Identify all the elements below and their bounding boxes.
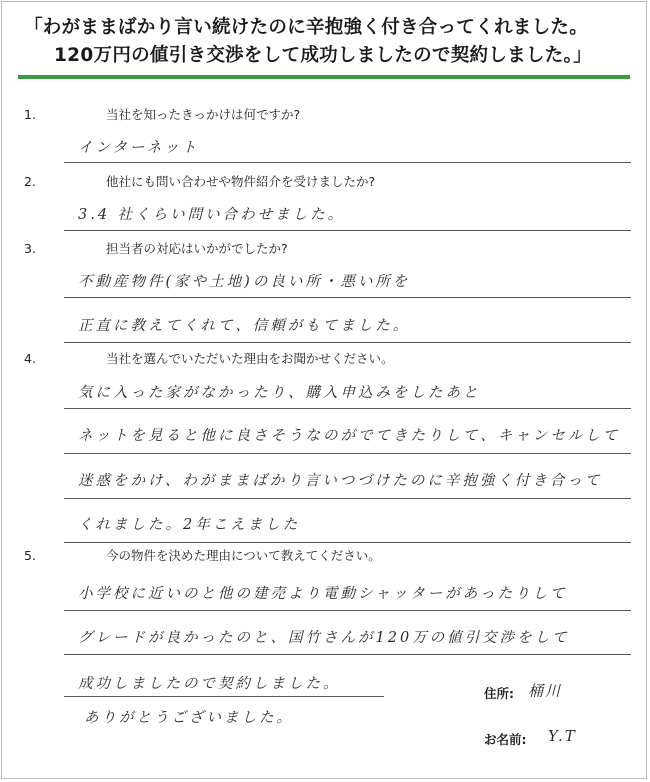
answer-rule: [64, 297, 631, 298]
answer-5-line-4: ありがとうございました。: [84, 710, 294, 726]
address-value: 桶川: [528, 682, 563, 700]
answer-rule: [64, 610, 631, 611]
answer-rule: [64, 230, 631, 231]
name-label: お名前:: [484, 732, 527, 747]
question-text: 今の物件を決めた理由について教えてください。: [106, 548, 381, 563]
headline-underline: [18, 75, 630, 79]
question-4: [0, 350, 650, 368]
question-number: 4.: [24, 351, 36, 366]
answer-rule: [64, 453, 631, 454]
answer-5-line-3: 成功しましたので契約しました。: [78, 676, 341, 692]
question-text: 担当者の対応はいかがでしたか?: [106, 241, 288, 256]
address-label: 住所:: [484, 686, 514, 701]
name-value: Y.T: [548, 727, 577, 745]
question-text: 他社にも問い合わせや物件紹介を受けましたか?: [106, 174, 376, 189]
answer-rule: [64, 542, 631, 543]
question-number: 1.: [24, 107, 36, 122]
answer-3-line-1: 不動産物件(家や土地)の良い所・悪い所を: [78, 274, 411, 290]
question-2: [0, 173, 650, 191]
answer-1-line-1: インターネット: [78, 140, 200, 156]
question-text: 当社を知ったきっかけは何ですか?: [106, 107, 301, 122]
answer-5-line-2: グレードが良かったのと、国竹さんが120万の値引交渉をして: [78, 630, 570, 646]
answer-rule: [64, 696, 384, 697]
question-number: 2.: [24, 174, 36, 189]
answer-rule: [64, 654, 631, 655]
question-5: [0, 547, 650, 565]
answer-2-line-1: 3.4 社くらい問い合わせました。: [78, 207, 346, 223]
testimonial-headline: [24, 14, 634, 70]
answer-3-line-2: 正直に教えてくれて、信頼がもてました。: [78, 318, 411, 334]
answer-rule: [64, 162, 631, 163]
headline-line-2: 120万円の値引き交渉をして成功しましたので契約しました。」: [54, 45, 592, 66]
answer-rule: [64, 498, 631, 499]
answer-4-line-1: 気に入った家がなかったり、購入申込みをしたあと: [78, 385, 481, 401]
question-3: [0, 240, 650, 258]
question-number: 5.: [24, 548, 36, 563]
answer-4-line-2: ネットを見ると他に良さそうなのがでてきたりして、キャンセルして: [78, 428, 621, 444]
answer-4-line-3: 迷惑をかけ、わがままばかり言いつづけたのに辛抱強く付き合って: [78, 473, 603, 489]
question-1: [0, 106, 650, 124]
question-text: 当社を選んでいただいた理由をお聞かせください。: [106, 351, 394, 366]
headline-line-1: 「わがままばかり言い続けたのに辛抱強く付き合ってくれました。: [24, 17, 589, 38]
answer-rule: [64, 342, 631, 343]
answer-rule: [64, 408, 631, 409]
answer-4-line-4: くれました。2年こえました: [78, 517, 301, 533]
question-number: 3.: [24, 241, 36, 256]
answer-5-line-1: 小学校に近いのと他の建売より電動シャッターがあったりして: [78, 586, 568, 602]
